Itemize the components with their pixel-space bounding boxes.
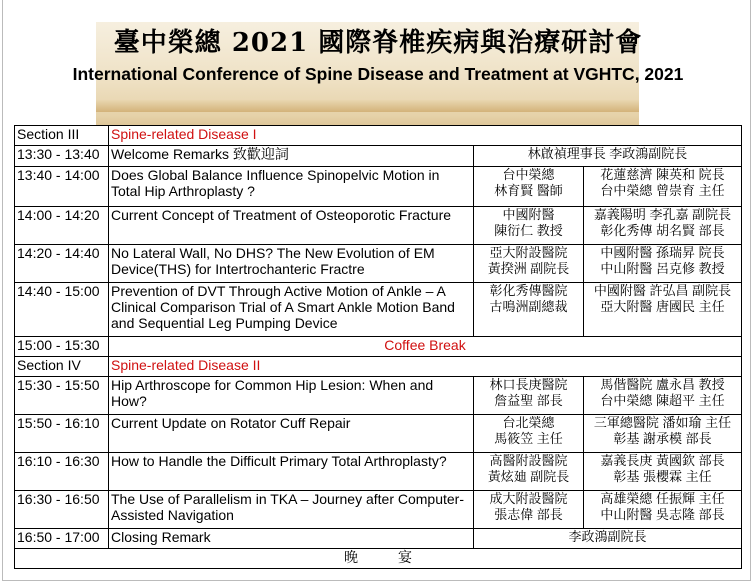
speaker-cell (474, 377, 584, 415)
time-cell: 13:40 - 14:00 (15, 167, 109, 207)
speaker-name: 馬筱笠 主任 (494, 431, 563, 446)
time-cell: 14:00 - 14:20 (15, 207, 109, 245)
title-chinese: 臺中榮總 2021 國際脊椎疾病與治療研討會 (113, 28, 643, 58)
speaker-affiliation: 台北榮總 (502, 415, 555, 430)
break-label: Coffee Break (109, 337, 742, 357)
time-cell: 15:30 - 15:50 (15, 377, 109, 415)
speaker-cell (474, 283, 584, 337)
speaker-cell (474, 245, 584, 283)
section-title: Spine-related Disease I (109, 126, 742, 146)
moderator-line: 嘉義陽明 李孔嘉 副院長 (593, 207, 732, 222)
moderator-line: 台中榮總 陳超平 主任 (600, 393, 725, 408)
moderator-cell (584, 491, 742, 529)
table-row (15, 207, 742, 245)
speaker-name: 黃炫廸 副院長 (487, 469, 570, 484)
topic-cell: Hip Arthroscope for Common Hip Lesion: When and How? (109, 377, 474, 415)
section-title: Spine-related Disease II (109, 357, 742, 377)
table-row (15, 377, 742, 415)
banner-strip (96, 100, 639, 112)
table-row (15, 146, 742, 167)
moderator-line: 花蓮慈濟 陳英和 院長 (600, 167, 725, 182)
table-row (15, 245, 742, 283)
topic-cell: No Lateral Wall, No DHS? The New Evolution of EM Device(THS) for Intertrochanteric Fractre (109, 245, 474, 283)
section-label: Section IV (15, 357, 109, 377)
topic-cell: Welcome Remarks 致歡迎詞 (109, 146, 474, 167)
moderator-line: 高雄榮總 任振輝 主任 (600, 491, 725, 506)
topic-cell: How to Handle the Difficult Primary Total Arthroplasty? (109, 453, 474, 491)
speaker-affiliation: 亞大附設醫院 (489, 245, 568, 260)
speaker-affiliation: 成大附設醫院 (489, 491, 568, 506)
section-row (15, 357, 742, 377)
moderator-cell (584, 377, 742, 415)
table-row (15, 415, 742, 453)
speaker-name: 詹益聖 部長 (494, 393, 563, 408)
topic-cell: Closing Remark (109, 529, 474, 549)
title-english: International Conference of Spine Disease and Treatment at VGHTC, 2021 (72, 64, 684, 84)
time-cell: 15:50 - 16:10 (15, 415, 109, 453)
time-cell: 16:30 - 16:50 (15, 491, 109, 529)
speaker-name: 張志偉 部長 (494, 507, 563, 522)
speaker-name: 黃揆洲 副院長 (487, 261, 570, 276)
moderator-cell (584, 453, 742, 491)
moderator-line: 彰化秀傳 胡名賢 部長 (600, 223, 725, 238)
break-row (15, 337, 742, 357)
moderator-line: 中山附醫 吳志隆 部長 (600, 507, 725, 522)
moderator-line: 台中榮總 曾崇育 主任 (600, 183, 725, 198)
speaker-cell (474, 167, 584, 207)
program-table (14, 125, 742, 569)
speaker-affiliation: 高醫附設醫院 (489, 453, 568, 468)
moderator-cell: 林啟禎理事長 李政鴻副院長 (474, 146, 742, 167)
section-row (15, 126, 742, 146)
moderator-line: 三軍總醫院 潘如瑜 主任 (593, 415, 732, 430)
time-cell: 16:10 - 16:30 (15, 453, 109, 491)
topic-cell: Current Update on Rotator Cuff Repair (109, 415, 474, 453)
moderator-line: 亞大附醫 唐國民 主任 (600, 299, 725, 314)
time-cell: 15:00 - 15:30 (15, 337, 109, 357)
time-cell: 14:40 - 15:00 (15, 283, 109, 337)
moderator-cell: 李政鴻副院長 (474, 529, 742, 549)
speaker-affiliation: 彰化秀傳醫院 (489, 283, 568, 298)
moderator-cell (584, 415, 742, 453)
table-row (15, 491, 742, 529)
moderator-cell (584, 283, 742, 337)
moderator-cell (584, 245, 742, 283)
speaker-affiliation: 台中榮總 (502, 167, 555, 182)
table-row (15, 453, 742, 491)
speaker-affiliation: 林口長庚醫院 (489, 377, 568, 392)
topic-cell: The Use of Parallelism in TKA – Journey after Computer-Assisted Navigation (109, 491, 474, 529)
dinner-label: 晚宴 (344, 549, 452, 565)
speaker-name: 陳衍仁 教授 (494, 223, 563, 238)
table-row (15, 283, 742, 337)
speaker-cell (474, 453, 584, 491)
moderator-line: 中國附醫 孫瑞昇 院長 (600, 245, 725, 260)
topic-cell: Current Concept of Treatment of Osteoporotic Fracture (109, 207, 474, 245)
topic-cell: Does Global Balance Influence Spinopelvic Motion in Total Hip Arthroplasty ? (109, 167, 474, 207)
moderator-line: 中山附醫 呂克修 教授 (600, 261, 725, 276)
speaker-cell (474, 491, 584, 529)
moderator-line: 馬偕醫院 盧永昌 教授 (600, 377, 725, 392)
time-cell: 16:50 - 17:00 (15, 529, 109, 549)
speaker-name: 林育賢 醫師 (494, 183, 563, 198)
section-label: Section III (15, 126, 109, 146)
time-cell: 13:30 - 13:40 (15, 146, 109, 167)
topic-cell: Prevention of DVT Through Active Motion of Ankle – A Clinical Comparison Trial of A Smart Ankle Motion Band and Sequential Leg Pumping Device (109, 283, 474, 337)
moderator-cell (584, 207, 742, 245)
dinner-row (15, 549, 742, 569)
dinner-cell (15, 549, 742, 569)
speaker-name: 古鳴洲副總裁 (489, 299, 568, 314)
moderator-line: 嘉義長庚 黃國欽 部長 (600, 453, 725, 468)
table-row (15, 529, 742, 549)
speaker-affiliation: 中國附醫 (502, 207, 555, 222)
moderator-line: 中國附醫 許弘昌 副院長 (593, 283, 732, 298)
speaker-cell (474, 207, 584, 245)
moderator-line: 彰基 謝承模 部長 (613, 431, 712, 446)
speaker-cell (474, 415, 584, 453)
moderator-cell (584, 167, 742, 207)
table-row (15, 167, 742, 207)
time-cell: 14:20 - 14:40 (15, 245, 109, 283)
moderator-line: 彰基 張櫻霖 主任 (613, 469, 712, 484)
